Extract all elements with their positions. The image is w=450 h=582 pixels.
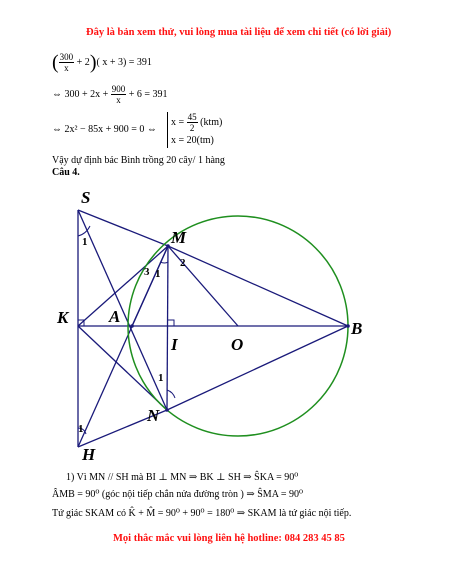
solution-1: x = $\frac{45}{2}$ (ktm): [171, 112, 223, 133]
eq1-plus2: + 2: [76, 56, 90, 68]
proof-line-2: ÂMB = 90⁰ (góc nội tiếp chắn nửa đường tròn ) ⇒ ŜMA = 90⁰: [52, 489, 304, 500]
question-number: Câu 4.: [52, 167, 80, 178]
hotline-footer: Mọi thắc mắc vui lòng liên hệ hotline: 084 283 45 85: [113, 533, 345, 544]
angle-mark-M1: 1: [155, 268, 161, 280]
point-label-M: M: [171, 228, 187, 247]
angle-arc-N: [167, 390, 175, 398]
segment-MN: [167, 246, 168, 410]
angle-mark-M3: 3: [144, 266, 150, 278]
segment-MB: [168, 246, 348, 326]
angle-arc-M: [160, 262, 168, 263]
point-label-K: K: [57, 308, 69, 327]
equation-1: ( $\frac{300}{x}$ + 2)( x + 3) = 391: [52, 51, 152, 74]
point-label-N: N: [147, 406, 160, 425]
eq3-lead: ⇔ 2x² − 85x + 900 = 0 ⇔: [52, 124, 157, 135]
angle-mark-M2: 2: [180, 257, 186, 269]
conclusion-text: Vậy dự định bác Bình trồng 20 cây/ 1 hàng: [52, 155, 225, 166]
eq2-lead: ⇔ 300 + 2x +: [52, 88, 109, 100]
solution-2: x = 20(tm): [171, 135, 214, 146]
proof-line-1: 1) Vì MN // SH mà BI ⊥ MN ⇒ BK ⊥ SH ⇒ ŜKA = 90⁰: [66, 472, 299, 483]
preview-notice: Đây là bản xem thử, vui lòng mua tài liệu để xem chi tiết (có lời giải): [86, 27, 392, 38]
segment-MO: [168, 246, 238, 326]
segment-AM: [132, 246, 168, 326]
point-label-O: O: [231, 335, 244, 354]
point-label-A: A: [109, 307, 121, 326]
angle-mark-H1: 1: [78, 423, 84, 435]
fraction-900-over-x: $\frac{900}{x}$: [111, 84, 126, 105]
eq1-factor: ( x + 3) = 391: [96, 56, 152, 68]
fraction-300-over-x: $\frac{300}{x}$: [59, 52, 74, 73]
proof-line-3: Tứ giác SKAM có K̂ + M̂ = 90⁰ + 90⁰ = 180⁰ ⇒ SKAM là tứ giác nội tiếp.: [52, 508, 352, 519]
point-label-H: H: [82, 445, 96, 464]
angle-mark-N1: 1: [158, 372, 164, 384]
point-label-B: B: [351, 319, 363, 338]
point-label-I: I: [171, 335, 178, 354]
angle-mark-S1: 1: [82, 236, 88, 248]
segment-KM: [78, 246, 168, 326]
eq2-tail: + 6 = 391: [128, 88, 168, 100]
right-angle-I: [168, 320, 174, 326]
point-label-S: S: [81, 188, 91, 207]
